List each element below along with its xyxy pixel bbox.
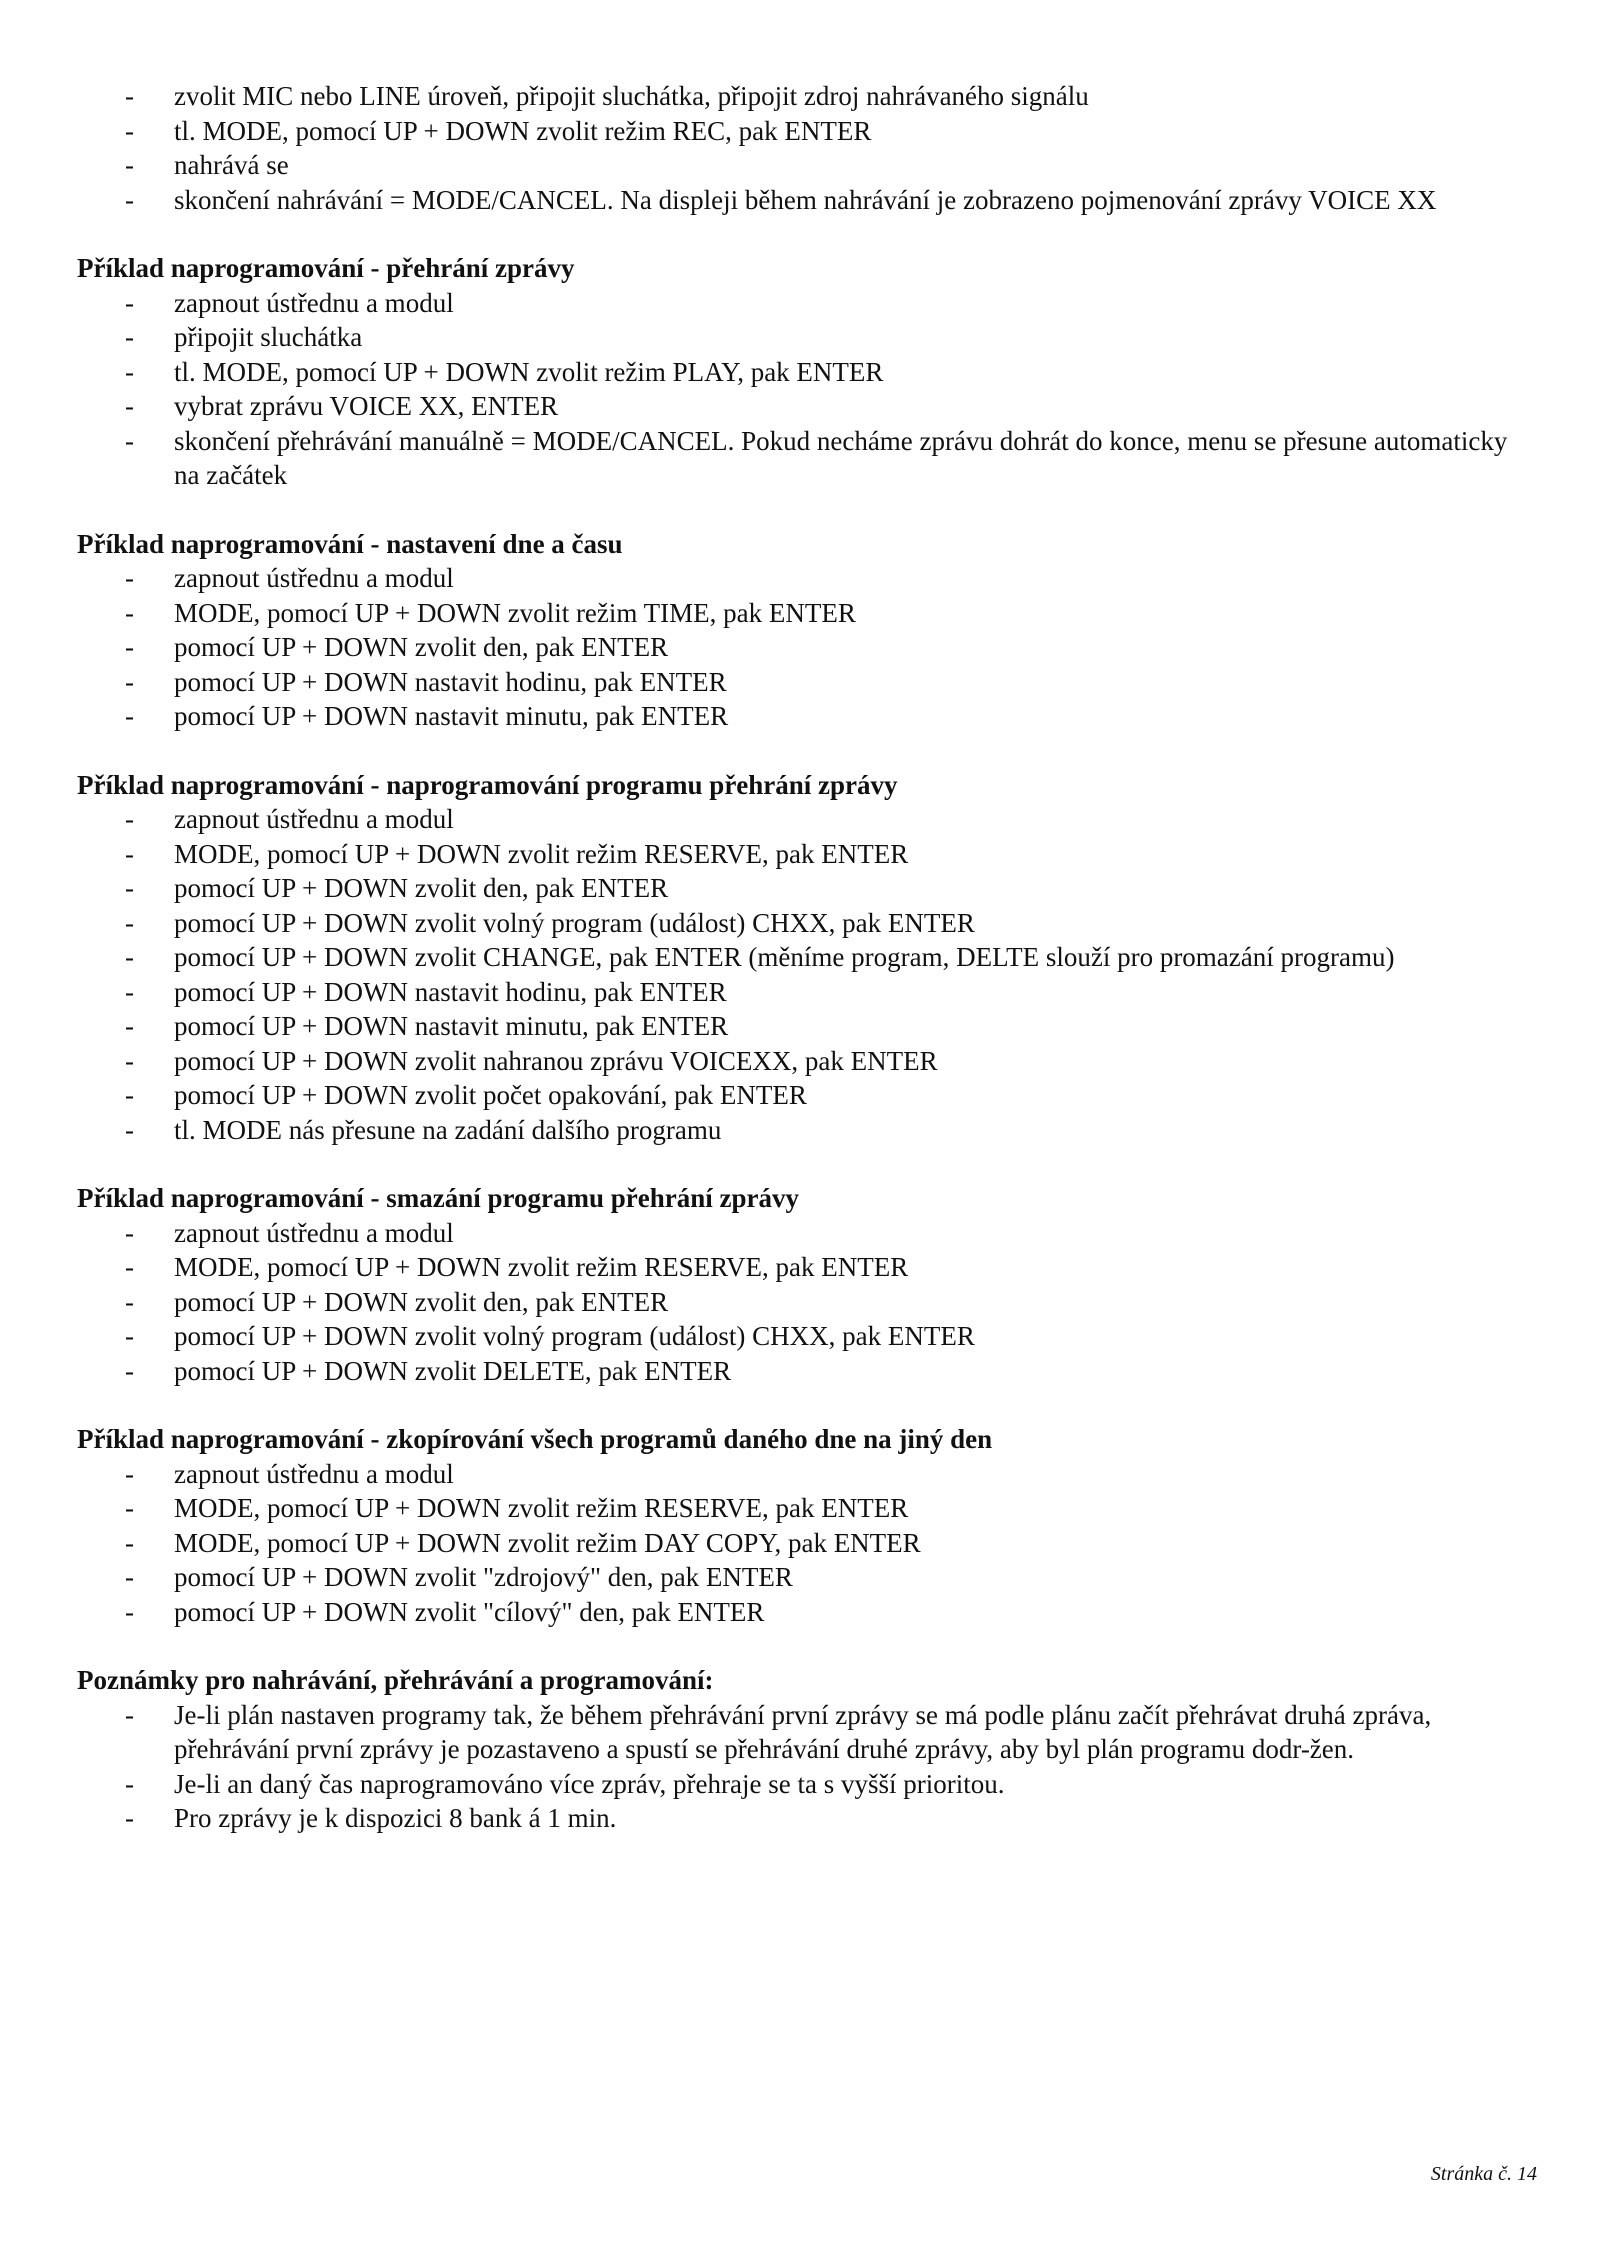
list-item: - pomocí UP + DOWN zvolit den, pak ENTER (125, 632, 669, 662)
page-content (77, 79, 1537, 1836)
list-item: - skončení přehrávání manuálně = MODE/CANCEL. Pokud necháme zprávu dohrát do konce, menu se přesune automaticky na začátek (125, 425, 1508, 490)
list-item: - zvolit MIC nebo LINE úroveň, připojit sluchátka, připojit zdroj nahrávaného signálu (125, 81, 1089, 111)
section-heading: Příklad naprogramování - nastavení dne a času (77, 528, 623, 559)
list-item: - tl. MODE, pomocí UP + DOWN zvolit režim REC, pak ENTER (125, 115, 872, 146)
list-item: - pomocí UP + DOWN zvolit volný program (událost) CHXX, pak ENTER (125, 907, 975, 938)
list-item-text: zapnout ústřednu a modul (174, 287, 454, 318)
section-heading: Příklad naprogramování - smazání programu přehrání zprávy (77, 1183, 800, 1213)
list-item: - skončení nahrávání = MODE/CANCEL. Na displeji během nahrávání je zobrazeno pojmenování zprávy VOICE XX (125, 184, 1437, 215)
list-item-text: pomocí UP + DOWN zvolit "cílový" den, pak ENTER (174, 1596, 765, 1627)
list-item: - MODE, pomocí UP + DOWN zvolit režim DAY COPY, pak ENTER (125, 1527, 921, 1558)
list-item: - vybrat zprávu VOICE XX, ENTER (125, 391, 559, 421)
list-item-text: zvolit MIC nebo LINE úroveň, připojit sluchátka, připojit zdroj nahrávaného signálu (174, 81, 1089, 111)
list-item-text: tl. MODE nás přesune na zadání dalšího programu (174, 1114, 722, 1145)
list-item: - pomocí UP + DOWN nastavit hodinu, pak ENTER (125, 666, 727, 697)
list-item-text: skončení nahrávání = MODE/CANCEL. Na displeji během nahrávání je zobrazeno pojmenování zprávy VOICE XX (174, 184, 1437, 215)
bullet-list (77, 286, 1537, 493)
list-item-text: Je-li plán nastaven programy tak, že během přehrávání první zprávy se má podle plánu začít přehrávat druhá zpráva, přehrávání první zprávy je pozastaveno a spustí se přehrávání druhé zprávy, aby byl plán programu dodr-žen. (174, 1699, 1432, 1764)
list-item: - Je-li an daný čas naprogramováno více zpráv, přehraje se ta s vyšší prioritou. (125, 1768, 1005, 1799)
bullet-list (77, 79, 1537, 217)
list-item: - MODE, pomocí UP + DOWN zvolit režim RESERVE, pak ENTER (125, 838, 909, 869)
section-heading: Příklad naprogramování - zkopírování všech programů daného dne na jiný den (77, 1424, 993, 1454)
list-item-text: zapnout ústřednu a modul (174, 1458, 454, 1489)
list-item-text: pomocí UP + DOWN zvolit den, pak ENTER (174, 1286, 669, 1317)
bullet-list (77, 561, 1537, 734)
bullet-list (77, 802, 1537, 1147)
list-item-text: pomocí UP + DOWN nastavit hodinu, pak ENTER (174, 666, 727, 697)
page-number-footer: Stránka č. 14 (1430, 2163, 1537, 2185)
list-item: - zapnout ústřednu a modul (125, 1458, 454, 1489)
list-item-text: zapnout ústřednu a modul (174, 1217, 454, 1248)
list-item: - pomocí UP + DOWN zvolit "zdrojový" den, pak ENTER (125, 1562, 793, 1592)
list-item: - pomocí UP + DOWN zvolit nahranou zprávu VOICEXX, pak ENTER (125, 1045, 938, 1076)
section-heading: Příklad naprogramování - naprogramování programu přehrání zprávy (77, 769, 898, 800)
list-item-text: Je-li an daný čas naprogramováno více zpráv, přehraje se ta s vyšší prioritou. (174, 1768, 1005, 1799)
list-item-text: pomocí UP + DOWN zvolit den, pak ENTER (174, 873, 669, 903)
list-item: - Pro zprávy je k dispozici 8 bank á 1 min. (125, 1803, 617, 1833)
list-item-text: pomocí UP + DOWN zvolit počet opakování, pak ENTER (174, 1080, 807, 1110)
list-item-text: zapnout ústřednu a modul (174, 563, 454, 593)
list-item: - pomocí UP + DOWN nastavit minutu, pak ENTER (125, 701, 729, 731)
list-item-text: pomocí UP + DOWN zvolit CHANGE, pak ENTER (měníme program, DELTE slouží pro promazání programu) (174, 942, 1395, 972)
list-item-text: vybrat zprávu VOICE XX, ENTER (174, 391, 559, 421)
list-item: - MODE, pomocí UP + DOWN zvolit režim RESERVE, pak ENTER (125, 1252, 909, 1282)
list-item: - MODE, pomocí UP + DOWN zvolit režim RESERVE, pak ENTER (125, 1493, 909, 1523)
section-delete-program (77, 1181, 1537, 1388)
list-item: - pomocí UP + DOWN nastavit minutu, pak ENTER (125, 1011, 729, 1041)
list-item-text: pomocí UP + DOWN zvolit den, pak ENTER (174, 632, 669, 662)
section-copy-programs (77, 1422, 1537, 1629)
list-item: - pomocí UP + DOWN zvolit DELETE, pak ENTER (125, 1355, 732, 1386)
list-item: - pomocí UP + DOWN zvolit počet opakování, pak ENTER (125, 1080, 807, 1110)
list-item-text: MODE, pomocí UP + DOWN zvolit režim TIME, pak ENTER (174, 597, 856, 628)
list-item: - zapnout ústřednu a modul (125, 287, 454, 318)
section-program-playback (77, 768, 1537, 1148)
section-heading: Příklad naprogramování - přehrání zprávy (77, 253, 575, 283)
list-item-text: MODE, pomocí UP + DOWN zvolit režim DAY COPY, pak ENTER (174, 1527, 921, 1558)
list-item-text: pomocí UP + DOWN zvolit volný program (událost) CHXX, pak ENTER (174, 907, 975, 938)
list-item-text: pomocí UP + DOWN zvolit "zdrojový" den, pak ENTER (174, 1562, 793, 1592)
list-item-text: MODE, pomocí UP + DOWN zvolit režim RESERVE, pak ENTER (174, 838, 909, 869)
list-item-text: tl. MODE, pomocí UP + DOWN zvolit režim REC, pak ENTER (174, 115, 872, 146)
bullet-list (77, 1216, 1537, 1389)
list-item-text: pomocí UP + DOWN nastavit minutu, pak ENTER (174, 701, 729, 731)
list-item: - tl. MODE, pomocí UP + DOWN zvolit režim PLAY, pak ENTER (125, 356, 884, 387)
list-item-text: pomocí UP + DOWN zvolit DELETE, pak ENTER (174, 1355, 732, 1386)
list-item: - nahrává se (125, 150, 289, 180)
list-item: - MODE, pomocí UP + DOWN zvolit režim TIME, pak ENTER (125, 597, 856, 628)
section-set-day-time (77, 527, 1537, 734)
list-item: - zapnout ústřednu a modul (125, 563, 454, 593)
section-heading: Poznámky pro nahrávání, přehrávání a programování: (77, 1665, 714, 1695)
list-item-text: pomocí UP + DOWN zvolit nahranou zprávu VOICEXX, pak ENTER (174, 1045, 938, 1076)
list-item-text: pomocí UP + DOWN nastavit hodinu, pak ENTER (174, 976, 727, 1007)
list-item-text: Pro zprávy je k dispozici 8 bank á 1 min. (174, 1803, 617, 1833)
list-item-text: pomocí UP + DOWN nastavit minutu, pak ENTER (174, 1011, 729, 1041)
list-item: - zapnout ústřednu a modul (125, 1217, 454, 1248)
list-item: - pomocí UP + DOWN zvolit den, pak ENTER (125, 873, 669, 903)
list-item: - zapnout ústřednu a modul (125, 804, 454, 834)
list-item-text: MODE, pomocí UP + DOWN zvolit režim RESERVE, pak ENTER (174, 1493, 909, 1523)
list-item: - připojit sluchátka (125, 322, 363, 352)
section-recording-steps (77, 79, 1537, 217)
list-item: - pomocí UP + DOWN zvolit den, pak ENTER (125, 1286, 669, 1317)
list-item: - pomocí UP + DOWN zvolit "cílový" den, pak ENTER (125, 1596, 765, 1627)
list-item: - pomocí UP + DOWN nastavit hodinu, pak ENTER (125, 976, 727, 1007)
section-play-message (77, 251, 1537, 493)
list-item-text: nahrává se (174, 150, 289, 180)
bullet-list (77, 1457, 1537, 1630)
list-item: - tl. MODE nás přesune na zadání dalšího programu (125, 1114, 722, 1145)
bullet-list (77, 1698, 1537, 1836)
list-item-text: zapnout ústřednu a modul (174, 804, 454, 834)
list-item: - pomocí UP + DOWN zvolit volný program (událost) CHXX, pak ENTER (125, 1321, 975, 1351)
list-item: - Je-li plán nastaven programy tak, že během přehrávání první zprávy se má podle plánu začít přehrávat druhá zpráva, přehrávání první zprávy je pozastaveno a spustí se přehrávání druhé zprávy, aby byl plán programu dodr-žen. (125, 1699, 1432, 1764)
list-item-text: pomocí UP + DOWN zvolit volný program (událost) CHXX, pak ENTER (174, 1321, 975, 1351)
list-item: - pomocí UP + DOWN zvolit CHANGE, pak ENTER (měníme program, DELTE slouží pro promazání programu) (125, 942, 1395, 972)
list-item-text: MODE, pomocí UP + DOWN zvolit režim RESERVE, pak ENTER (174, 1252, 909, 1282)
list-item-text: skončení přehrávání manuálně = MODE/CANCEL. Pokud necháme zprávu dohrát do konce, menu se přesune automaticky na začátek (174, 425, 1508, 490)
section-notes (77, 1663, 1537, 1836)
list-item-text: tl. MODE, pomocí UP + DOWN zvolit režim PLAY, pak ENTER (174, 356, 884, 387)
list-item-text: připojit sluchátka (174, 322, 363, 352)
